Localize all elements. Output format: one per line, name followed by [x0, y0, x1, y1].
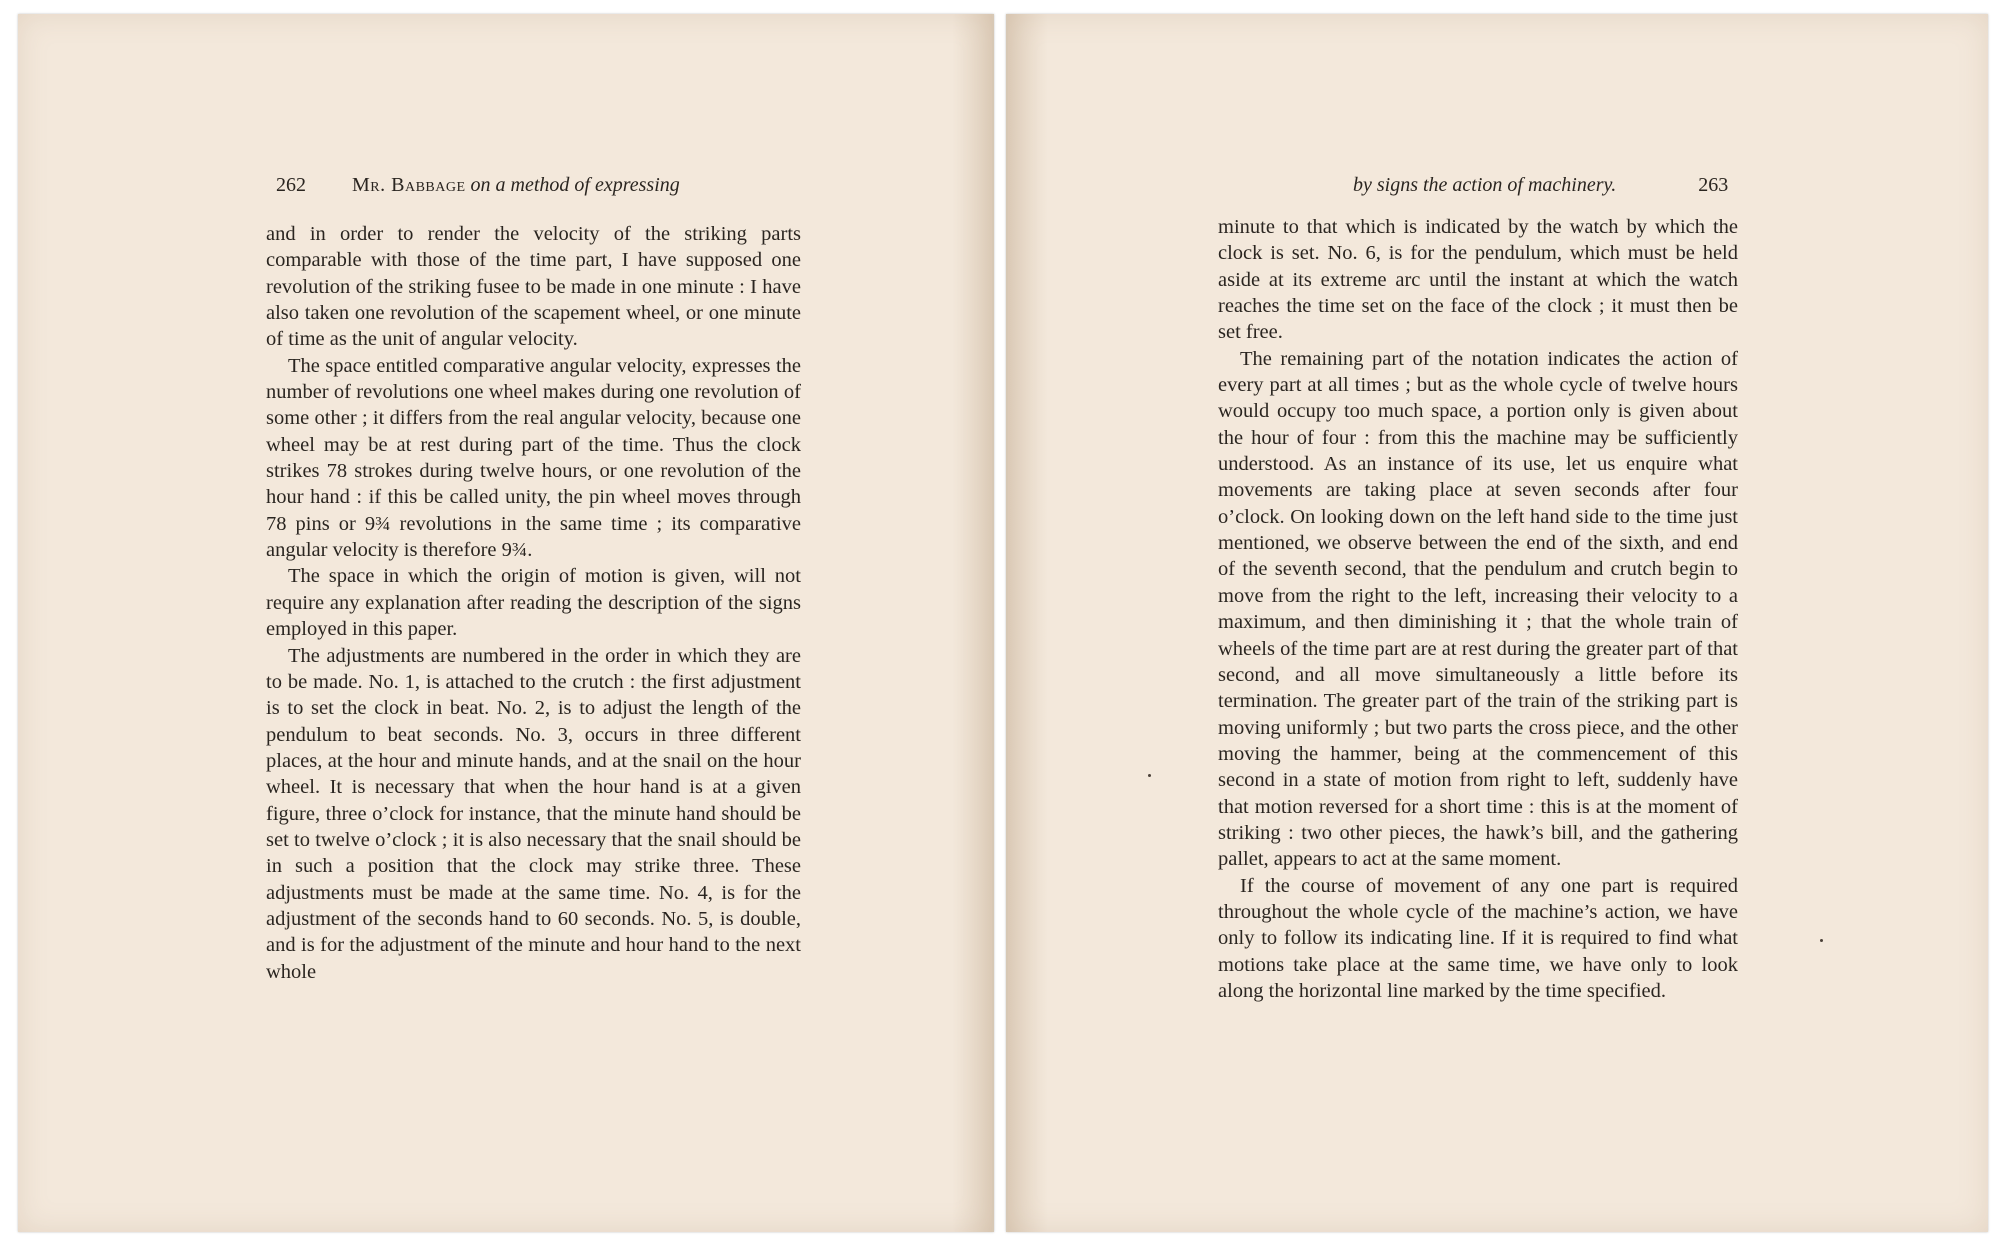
paragraph: The remaining part of the notation indicates the action of every part at all times ; but as the whole cycle of twelve hours would occupy too much space, a portion only is given about the hour of four : from this the machine may be sufficiently understood. As an instance of its use, let us enquire what movements are taking place at seven seconds after four o’clock. On looking down on the left hand side to the time just mentioned, we observe between the end of the sixth, and end of the seventh second, that the pendulum and crutch begin to move from the right to the left, increasing their velocity to a maximum, and then diminishing it ; that the whole train of wheels of the time part are at rest during the greater part of that second, and all move simultaneously a little before its termination. The greater part of the train of the striking part is moving uniformly ; but two parts the cross piece, and the other moving the hammer, being at the commencement of this second in a state of motion from right to left, suddenly have that motion reversed for a short time : this is at the moment of striking : two other pieces, the hawk’s bill, and the gathering pallet, appears to act at the same moment. [1218, 347, 1738, 871]
body-text-left [266, 221, 801, 985]
paragraph: and in order to render the velocity of the striking parts comparable with those of the time part, I have supposed one revolution of the striking fusee to be made in one minute : I have also taken one revolution of the scapement wheel, or one minute of time as the unit of angular velocity. [266, 223, 801, 351]
page-number-right: 263 [1698, 174, 1729, 196]
running-head-right [1353, 174, 1728, 197]
ink-fleck [1820, 939, 1823, 942]
running-head-author: Mr. Babbage [352, 174, 466, 196]
left-page [18, 14, 994, 1232]
paragraph: If the course of movement of any one part is required throughout the whole cycle of the machine’s action, we have only to follow its indicating line. If it is required to find what motions take place at the same time, we have only to look along the horizontal line marked by the time specified. [1218, 874, 1738, 1002]
gutter-shadow-right [1008, 14, 1048, 1232]
running-head-title-right: by signs the action of machinery. [1353, 174, 1617, 196]
paragraph: The space in which the origin of motion is given, will not require any explanation after reading the description of the signs employed in this paper. [266, 565, 801, 641]
ink-fleck [1148, 774, 1151, 777]
paragraph: minute to that which is indicated by the watch by which the clock is set. No. 6, is for the pendulum, which must be held aside at its extreme arc until the instant at which the watch reaches the time set on the face of the clock ; it must then be set free. [1218, 216, 1738, 344]
running-head-title-left: on a method of expressing [470, 174, 680, 196]
paragraph: The space entitled comparative angular velocity, expresses the number of revolutions one wheel makes during one revolution of some other ; it differs from the real angular velocity, because one wheel may be at rest during part of the time. Thus the clock strikes 78 strokes during twelve hours, or one revolution of the hour hand : if this be called unity, the pin wheel moves through 78 pins or 9¾ revolutions in the same time ; its comparative angular velocity is therefore 9¾. [266, 354, 801, 562]
right-page [1006, 14, 1988, 1232]
gutter-shadow-left [952, 14, 992, 1232]
page-number-left: 262 [276, 174, 306, 196]
body-text-right [1218, 214, 1738, 1004]
running-head-left [276, 174, 680, 197]
paragraph: The adjustments are numbered in the order in which they are to be made. No. 1, is attached to the crutch : the first adjustment is to set the clock in beat. No. 2, is to adjust the length of the pendulum to beat seconds. No. 3, occurs in three different places, at the hour and minute hands, and at the snail on the hour wheel. It is necessary that when the hour hand is at a given figure, three o’clock for instance, that the minute hand should be set to twelve o’clock ; it is also necessary that the snail should be in such a position that the clock may strike three. These adjustments must be made at the same time. No. 4, is for the adjustment of the seconds hand to 60 seconds. No. 5, is double, and is for the adjustment of the minute and hour hand to the next whole [266, 644, 801, 983]
